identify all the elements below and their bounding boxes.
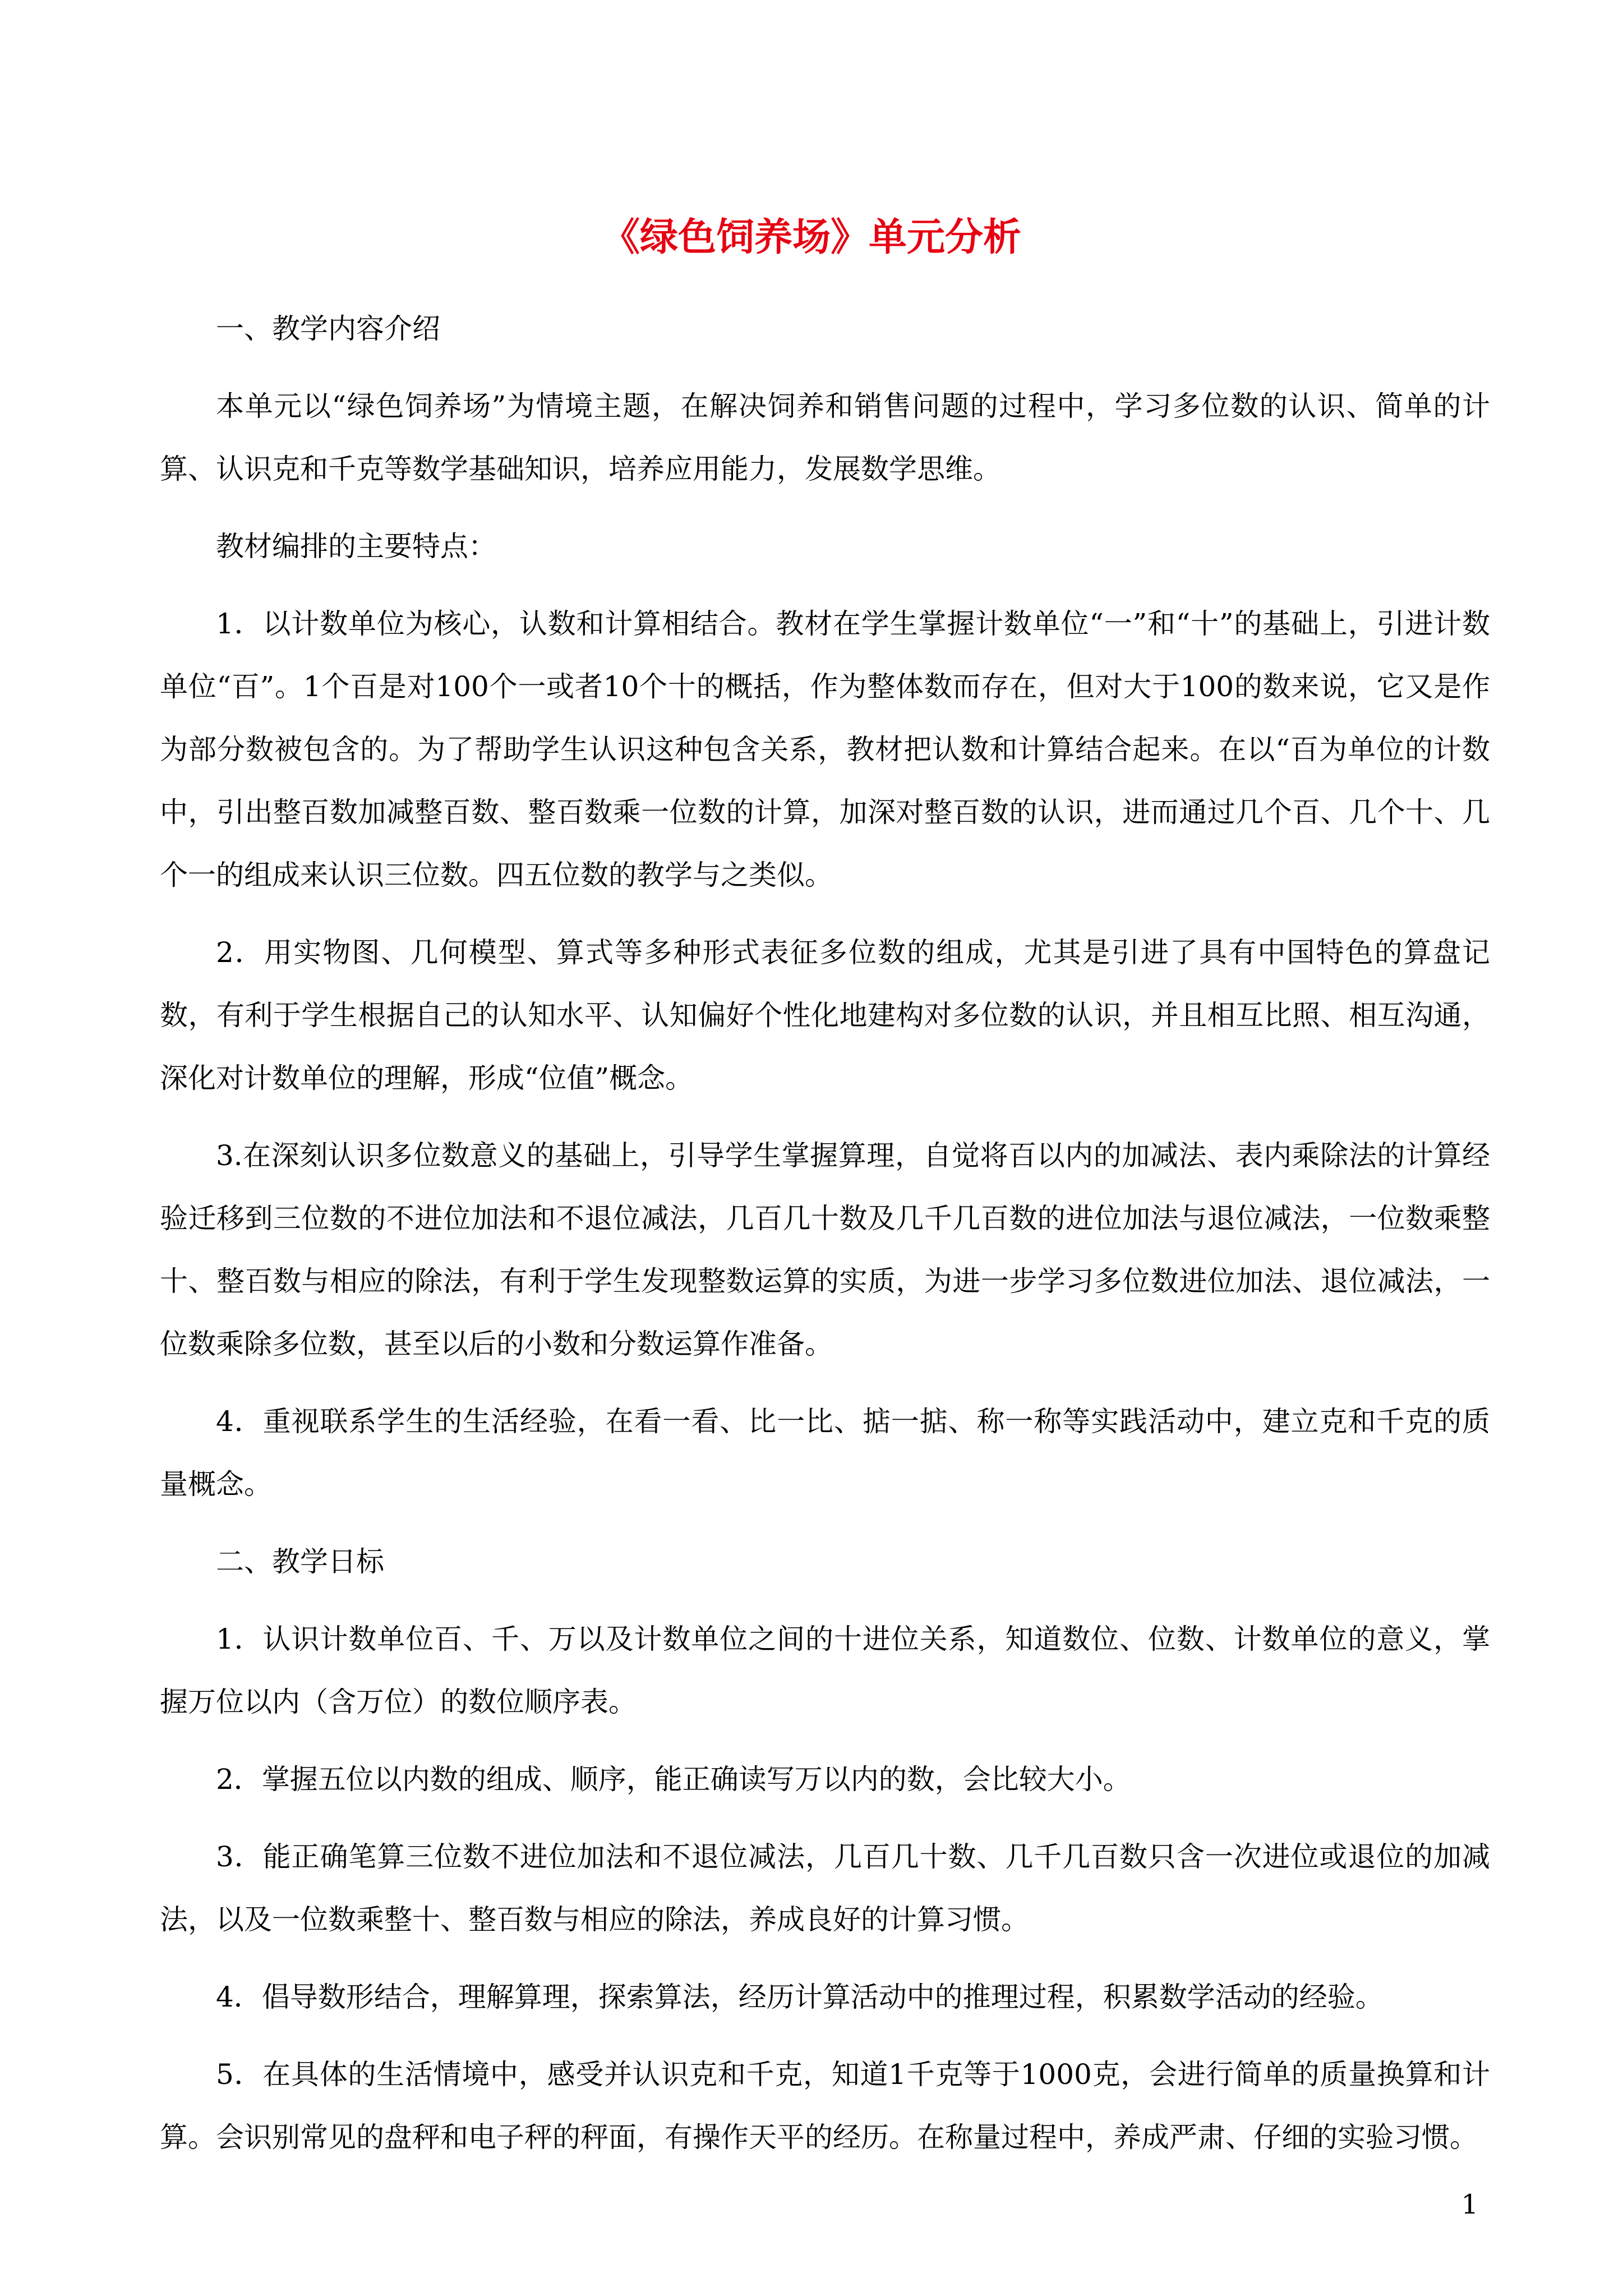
section-heading-content: 一、教学内容介绍 (216, 312, 440, 345)
page-number: 1 (1461, 2189, 1478, 2220)
page-title: 《绿色饲养场》单元分析 (601, 215, 1021, 260)
feature-paragraph-1: 1．以计数单位为核心，认数和计算相结合。教材在学生掌握计数单位“一”和“十”的基础上，引进计数单位“百”。1个百是对100个一或者10个十的概括，作为整体数而存在，但对大于100的数来说，它又是作为部分数被包含的。为了帮助学生认识这种包含关系，教材把认数和计算结合起来。在以“百为单位的计数中，引出整百数加减整百数、整百数乘一位数的计算，加深对整百数的认识，进而通过几个百、几个十、几个一的组成来认识三位数。四五位数的教学与之类似。 (160, 608, 1490, 891)
goal-paragraph-5: 5．在具体的生活情境中，感受并认识克和千克，知道1千克等于1000克，会进行简单的质量换算和计算。会识别常见的盘秤和电子秤的秤面，有操作天平的经历。在称量过程中，养成严肃、仔细的实验习惯。 (160, 2058, 1490, 2154)
features-heading: 教材编排的主要特点： (216, 530, 496, 563)
goal-paragraph-4: 4．倡导数形结合，理解算理，探索算法，经历计算活动中的推理过程，积累数学活动的经验。 (216, 1981, 1384, 2013)
goal-paragraph-1: 1．认识计数单位百、千、万以及计数单位之间的十进位关系，知道数位、位数、计数单位的意义，掌握万位以内（含万位）的数位顺序表。 (160, 1623, 1490, 1718)
document-body (160, 297, 1490, 2183)
goal-paragraph-3: 3．能正确笔算三位数不进位加法和不退位减法，几百几十数、几千几百数只含一次进位或退位的加减法，以及一位数乘整十、整百数与相应的除法，养成良好的计算习惯。 (160, 1841, 1490, 1936)
feature-paragraph-3: 3.在深刻认识多位数意义的基础上，引导学生掌握算理，自觉将百以内的加减法、表内乘除法的计算经验迁移到三位数的不进位加法和不退位减法，几百几十数及几千几百数的进位加法与退位减法，一位数乘整十、整百数与相应的除法，有利于学生发现整数运算的实质，为进一步学习多位数进位加法、退位减法，一位数乘除多位数，甚至以后的小数和分数运算作准备。 (160, 1139, 1490, 1360)
section-heading-goals: 二、教学日标 (216, 1545, 384, 1578)
feature-paragraph-4: 4．重视联系学生的生活经验，在看一看、比一比、掂一掂、称一称等实践活动中，建立克和千克的质量概念。 (160, 1405, 1490, 1501)
intro-paragraph: 本单元以“绿色饲养场”为情境主题，在解决饲养和销售问题的过程中，学习多位数的认识、简单的计算、认识克和千克等数学基础知识，培养应用能力，发展数学思维。 (160, 390, 1490, 485)
feature-paragraph-2: 2．用实物图、几何模型、算式等多种形式表征多位数的组成，尤其是引进了具有中国特色的算盘记数，有利于学生根据自己的认知水平、认知偏好个性化地建构对多位数的认识，并且相互比照、相互沟通，深化对计数单位的理解，形成“位值”概念。 (160, 936, 1490, 1094)
goal-paragraph-2: 2．掌握五位以内数的组成、顺序，能正确读写万以内的数，会比较大小。 (216, 1763, 1131, 1796)
